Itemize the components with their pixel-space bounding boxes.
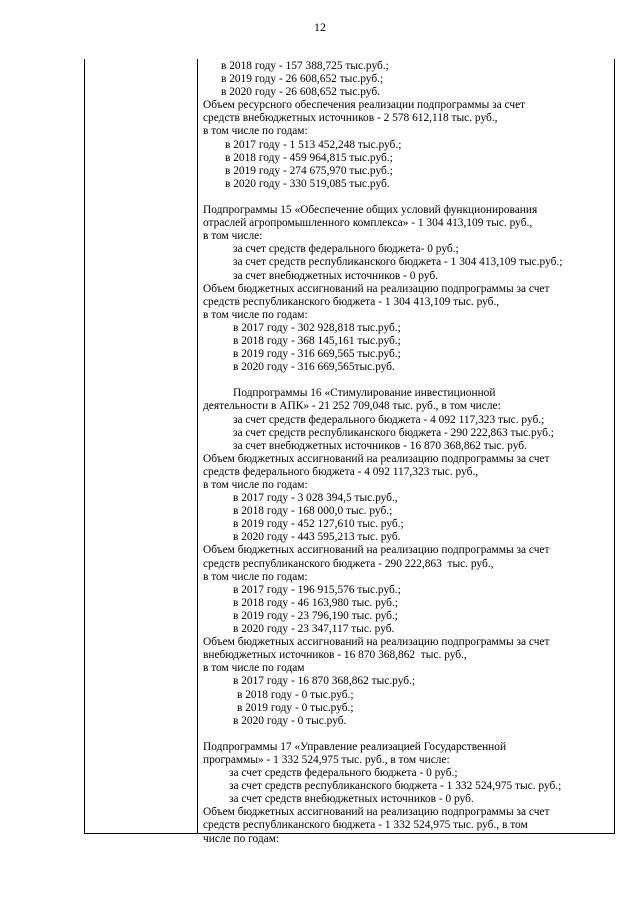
text-line: Объем бюджетных ассигнований на реализацию подпрограммы за счет [203, 282, 550, 295]
text-line: в том числе по годам: [203, 570, 308, 583]
text-line: в 2017 году - 1 513 452,248 тыс.руб.; [225, 138, 402, 151]
text-line: за счет средств федерального бюджета - 4 092 117,323 тыс. руб.; [233, 413, 545, 426]
text-line: за счет внебюджетных источников - 16 870 368,862 тыс. руб. [233, 439, 527, 452]
text-line: средств республиканского бюджета - 1 332 524,975 тыс. руб., в том [203, 819, 528, 832]
text-line: Объем бюджетных ассигнований на реализацию подпрограммы за счет [203, 544, 550, 557]
text-line: в том числе по годам: [203, 479, 308, 491]
text-line: в 2018 году - 459 964,815 тыс.руб.; [225, 151, 393, 164]
text-line: за счет средств республиканского бюджета - 1 304 413,109 тыс.руб.; [233, 256, 563, 269]
text-line: в том числе по годам [203, 662, 305, 675]
text-line: внебюджетных источников - 16 870 368,862 тыс. руб., [203, 649, 467, 662]
text-line: в 2019 году - 0 тыс.руб.; [237, 701, 354, 714]
text-line: в 2018 году - 0 тыс.руб.; [237, 688, 354, 701]
text-line: за счет средств республиканского бюджета - 1 332 524,975 тыс. руб.; [229, 780, 562, 793]
text-line: за счет средств федерального бюджета- 0 руб.; [233, 243, 459, 256]
text-line: Объем ресурсного обеспечения реализации подпрограммы за счет [203, 99, 526, 112]
text-line: за счет средств республиканского бюджета - 290 222,863 тыс.руб.; [233, 426, 554, 439]
text-line: в 2020 году - 443 595,213 тыс. руб. [233, 531, 401, 544]
text-line: в том числе по годам: [203, 125, 308, 138]
table-cell-content [203, 60, 613, 846]
text-line: в 2018 году - 368 145,161 тыс.руб.; [233, 334, 401, 347]
text-line: Объем бюджетных ассигнований на реализацию подпрограммы за счет [203, 806, 550, 819]
text-line: Объем бюджетных ассигнований на реализацию подпрограммы за счет [203, 636, 550, 649]
text-line: в том числе: [203, 230, 263, 243]
text-line: деятельности в АПК» - 21 252 709,048 тыс. руб., в том числе: [203, 400, 501, 413]
document-table [84, 59, 615, 845]
text-line: Подпрограммы 15 «Обеспечение общих условий функционирования [203, 204, 538, 217]
text-line: за счет средств федерального бюджета - 0 руб.; [229, 767, 458, 780]
text-line: в 2018 году - 157 388,725 тыс.руб.; [221, 60, 389, 72]
text-line: в 2018 году - 46 163,980 тыс. руб.; [233, 596, 398, 609]
text-line: в 2020 году - 0 тыс.руб. [233, 714, 347, 727]
text-line: программы» - 1 332 524,975 тыс. руб., в том числе: [203, 753, 450, 766]
text-line: числе по годам: [203, 832, 280, 845]
text-line: за счет средств внебюджетных источников - 0 руб. [229, 793, 474, 806]
text-line: средств федерального бюджета - 4 092 117,323 тыс. руб., [203, 465, 479, 478]
text-line: в 2020 году - 23 347,117 тыс. руб. [233, 623, 395, 636]
text-line: в 2019 году - 452 127,610 тыс. руб.; [233, 518, 404, 531]
text-line: в 2019 году - 274 675,970 тыс.руб.; [225, 164, 393, 177]
text-line: в 2017 году - 196 915,576 тыс.руб.; [233, 583, 401, 596]
text-line: средств республиканского бюджета - 290 222,863 тыс. руб., [203, 557, 494, 570]
text-line: в 2018 году - 168 000,0 тыс. руб.; [233, 505, 393, 518]
text-line: средств республиканского бюджета - 1 304 413,109 тыс. руб., [203, 295, 500, 308]
text-line: Объем бюджетных ассигнований на реализацию подпрограммы за счет [203, 452, 550, 465]
column-divider [197, 59, 198, 833]
text-line: Подпрограммы 16 «Стимулирование инвестиционной [233, 387, 496, 400]
text-line: средств внебюджетных источников - 2 578 612,118 тыс. руб., [203, 112, 498, 125]
text-line: в 2017 году - 3 028 394,5 тыс.руб., [233, 492, 398, 505]
text-line: в 2020 году - 330 519,085 тыс.руб. [225, 177, 390, 190]
text-line: в 2020 году - 26 608,652 тыс.руб. [221, 86, 380, 99]
text-line: за счет внебюджетных источников - 0 руб. [233, 269, 439, 282]
text-line: Подпрограммы 17 «Управление реализацией Государственной [203, 740, 507, 753]
text-line: в том числе по годам: [203, 308, 308, 321]
text-line: в 2019 году - 23 796,190 тыс. руб.; [233, 609, 398, 622]
blank-line [203, 374, 613, 387]
text-line: в 2020 году - 316 669,565тыс.руб. [233, 361, 395, 374]
text-line: в 2019 году - 26 608,652 тыс.руб.; [221, 73, 384, 86]
page-number: 12 [314, 20, 326, 34]
blank-line [203, 728, 613, 741]
text-line: в 2017 году - 16 870 368,862 тыс.руб.; [233, 675, 416, 688]
text-line: отраслей агропромышленного комплекса» - 1 304 413,109 тыс. руб., [203, 217, 533, 230]
text-line: в 2017 году - 302 928,818 тыс.руб.; [233, 321, 401, 334]
blank-line [203, 191, 613, 204]
text-line: в 2019 году - 316 669,565 тыс.руб.; [233, 348, 401, 361]
